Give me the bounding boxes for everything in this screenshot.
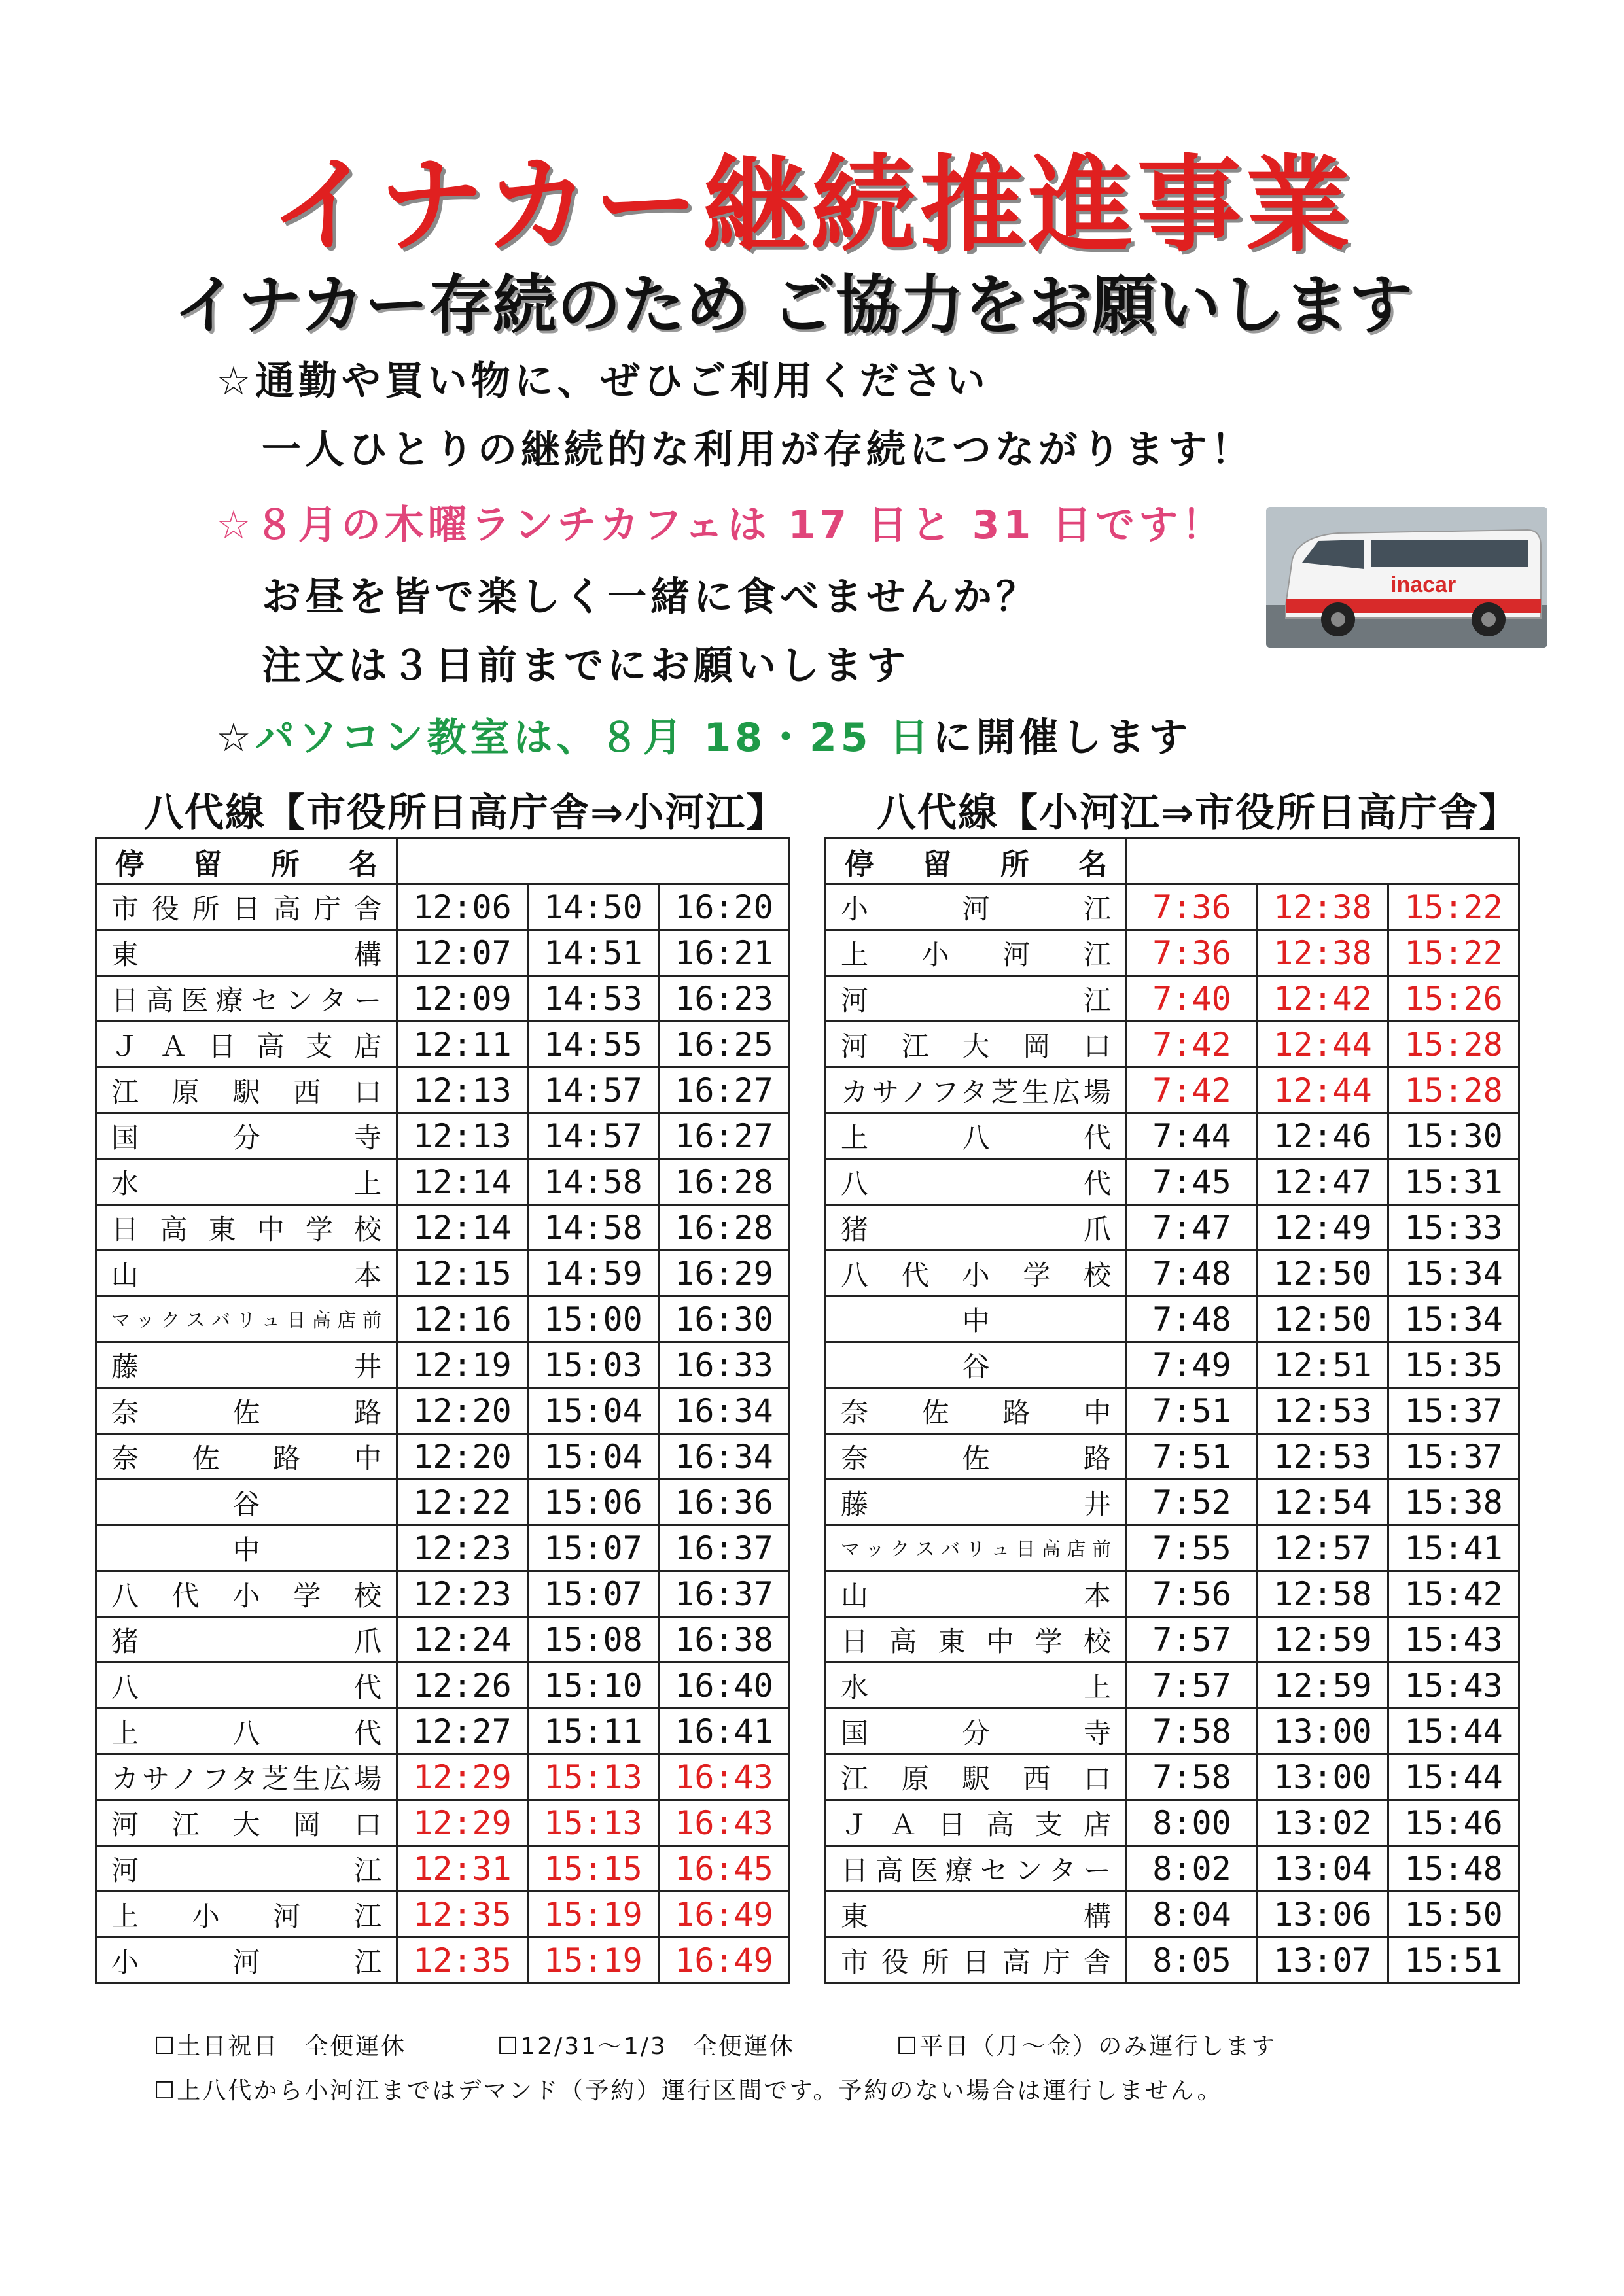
stop-name: 八 代 [826,1159,1127,1205]
departure-time: 12:53 [1258,1388,1388,1434]
table-row [96,1663,790,1709]
intro-line-5: 注文は３日前までにお願いします [262,643,909,689]
departure-time: 15:51 [1388,1938,1519,1983]
departure-time: 16:27 [659,1113,790,1159]
stop-name: 谷 [826,1342,1127,1388]
table-row [96,1022,790,1068]
page-title: イナカー継続推進事業 [270,144,1354,266]
note-weekdays: ☐平日（月～金）のみ運行します [896,2033,1277,2060]
page-subtitle: イナカー存続のため ご協力をお願いします [173,268,1413,343]
departure-time: 16:45 [659,1846,790,1892]
stop-name: ＪＡ日高支店 [826,1800,1127,1846]
table-row [96,1892,790,1938]
departure-time: 16:20 [659,884,790,930]
departure-time: 15:44 [1388,1754,1519,1800]
departure-time: 15:43 [1388,1663,1519,1709]
departure-time: 15:30 [1388,1113,1519,1159]
departure-time: 12:13 [397,1068,528,1113]
departure-time: 16:49 [659,1892,790,1938]
departure-time: 8:05 [1127,1938,1258,1983]
departure-time: 12:23 [397,1571,528,1617]
stop-name: 河 江 [96,1846,397,1892]
departure-time: 15:44 [1388,1709,1519,1754]
departure-time: 12:38 [1258,930,1388,976]
table-row [826,1800,1519,1846]
table-row [96,1938,790,1983]
timetable-inbound [824,837,1520,1984]
note-demand: ☐上八代から小河江まではデマンド（予約）運行区間です。予約のない場合は運行しません。 [154,2078,1223,2104]
departure-time: 12:46 [1258,1113,1388,1159]
departure-time: 12:22 [397,1480,528,1525]
departure-time: 7:51 [1127,1434,1258,1480]
stop-name: 上 八 代 [826,1113,1127,1159]
departure-time: 14:53 [528,976,659,1022]
departure-time: 12:26 [397,1663,528,1709]
van-logo: inacar [1390,572,1456,597]
intro-line-2: 一人ひとりの継続的な利用が存続につながります！ [262,427,1254,473]
departure-time: 7:58 [1127,1754,1258,1800]
stop-name: 八 代 [96,1663,397,1709]
table-row [826,1480,1519,1525]
stop-name: 猪 爪 [96,1617,397,1663]
departure-time: 15:10 [528,1663,659,1709]
table-row [96,1205,790,1251]
intro-line-1: ☆通勤や買い物に、ぜひご利用ください [216,358,989,404]
departure-time: 15:31 [1388,1159,1519,1205]
note-weekend: ☐土日祝日 全便運休 [154,2033,407,2060]
departure-time: 12:07 [397,930,528,976]
departure-time: 15:11 [528,1709,659,1754]
table-row [96,1480,790,1525]
departure-time: 15:19 [528,1892,659,1938]
departure-time: 7:49 [1127,1342,1258,1388]
table-header-row [826,839,1519,884]
stop-name: 中 [96,1525,397,1571]
departure-time: 15:28 [1388,1068,1519,1113]
departure-time: 7:51 [1127,1388,1258,1434]
departure-time: 15:34 [1388,1251,1519,1296]
stop-name: 藤 井 [96,1342,397,1388]
table-row [96,1342,790,1388]
times-header [397,839,790,884]
departure-time: 14:58 [528,1205,659,1251]
stop-name: 江原駅西口 [826,1754,1127,1800]
table-row [96,1068,790,1113]
stop-name: 中 [826,1296,1127,1342]
stop-name: 日高医療センター [96,976,397,1022]
stop-name: ＪＡ日高支店 [96,1022,397,1068]
departure-time: 15:35 [1388,1342,1519,1388]
departure-time: 12:59 [1258,1663,1388,1709]
table-row [826,1846,1519,1892]
departure-time: 12:49 [1258,1205,1388,1251]
bus-photo [1266,507,1547,648]
stop-name: 日高東中学校 [826,1617,1127,1663]
departure-time: 12:47 [1258,1159,1388,1205]
departure-time: 15:07 [528,1525,659,1571]
departure-time: 7:45 [1127,1159,1258,1205]
table-row [96,976,790,1022]
departure-time: 12:57 [1258,1525,1388,1571]
departure-time: 15:46 [1388,1800,1519,1846]
stop-name: 小 河 江 [96,1938,397,1983]
stop-name: 水 上 [96,1159,397,1205]
table-row [96,1617,790,1663]
departure-time: 12:54 [1258,1480,1388,1525]
departure-time: 15:08 [528,1617,659,1663]
table-row [96,1251,790,1296]
stop-name: 奈 佐 路 [96,1388,397,1434]
departure-time: 15:00 [528,1296,659,1342]
departure-time: 7:56 [1127,1571,1258,1617]
departure-time: 15:37 [1388,1434,1519,1480]
departure-time: 7:52 [1127,1480,1258,1525]
departure-time: 12:44 [1258,1068,1388,1113]
departure-time: 12:15 [397,1251,528,1296]
intro-line-pc [216,706,1192,763]
departure-time: 13:00 [1258,1709,1388,1754]
table-row [96,1709,790,1754]
departure-time: 16:40 [659,1663,790,1709]
table-row [826,1571,1519,1617]
departure-time: 15:38 [1388,1480,1519,1525]
departure-time: 16:34 [659,1434,790,1480]
table-row [826,884,1519,930]
stop-name: 国 分 寺 [826,1709,1127,1754]
departure-time: 12:23 [397,1525,528,1571]
table-row [96,1754,790,1800]
stop-name: 河江大岡口 [826,1022,1127,1068]
note-newyear: ☐12/31～1/3 全便運休 [497,2033,795,2060]
departure-time: 12:20 [397,1388,528,1434]
stop-name: 東 構 [826,1892,1127,1938]
stop-name: 猪 爪 [826,1205,1127,1251]
departure-time: 15:50 [1388,1892,1519,1938]
departure-time: 16:41 [659,1709,790,1754]
departure-time: 16:36 [659,1480,790,1525]
departure-time: 16:34 [659,1388,790,1434]
departure-time: 12:29 [397,1800,528,1846]
departure-time: 16:43 [659,1800,790,1846]
table-row [826,1709,1519,1754]
table-row [826,1617,1519,1663]
departure-time: 14:55 [528,1022,659,1068]
departure-time: 14:59 [528,1251,659,1296]
table-row [96,1159,790,1205]
departure-time: 14:50 [528,884,659,930]
table-row [826,1434,1519,1480]
departure-time: 14:57 [528,1068,659,1113]
table-row [826,1342,1519,1388]
departure-time: 16:29 [659,1251,790,1296]
right-table-title: 八代線【小河江⇒市役所日高庁舎】 [877,790,1520,836]
departure-time: 12:19 [397,1342,528,1388]
departure-time: 16:43 [659,1754,790,1800]
departure-time: 13:06 [1258,1892,1388,1938]
departure-time: 12:27 [397,1709,528,1754]
table-row [96,930,790,976]
departure-time: 12:53 [1258,1434,1388,1480]
table-row [826,1525,1519,1571]
departure-time: 13:02 [1258,1800,1388,1846]
departure-time: 12:11 [397,1022,528,1068]
departure-time: 7:57 [1127,1663,1258,1709]
table-row [826,1159,1519,1205]
table-row [96,1296,790,1342]
departure-time: 15:37 [1388,1388,1519,1434]
pc-class-suffix: に開催します [932,715,1192,761]
table-row [826,1296,1519,1342]
departure-time: 16:23 [659,976,790,1022]
departure-time: 12:13 [397,1113,528,1159]
departure-time: 16:30 [659,1296,790,1342]
departure-time: 7:55 [1127,1525,1258,1571]
table-row [826,1892,1519,1938]
departure-time: 15:48 [1388,1846,1519,1892]
pc-class-text: パソコン教室は、８月 18・25 日 [255,715,933,761]
table-row [96,1434,790,1480]
departure-time: 15:03 [528,1342,659,1388]
departure-time: 7:44 [1127,1113,1258,1159]
departure-time: 8:00 [1127,1800,1258,1846]
departure-time: 12:20 [397,1434,528,1480]
stop-name: 奈 佐 路 中 [826,1388,1127,1434]
table-header-row [96,839,790,884]
departure-time: 15:13 [528,1754,659,1800]
stop-name: 山 本 [96,1251,397,1296]
departure-time: 15:22 [1388,930,1519,976]
departure-time: 7:36 [1127,884,1258,930]
departure-time: 12:06 [397,884,528,930]
intro-line-lunch: ☆８月の木曜ランチカフェは 17 日と 31 日です！ [216,502,1226,548]
departure-time: 7:48 [1127,1251,1258,1296]
timetable-outbound [95,837,790,1984]
departure-time: 16:33 [659,1342,790,1388]
departure-time: 12:35 [397,1892,528,1938]
table-row [826,930,1519,976]
table-row [826,1113,1519,1159]
departure-time: 12:24 [397,1617,528,1663]
departure-time: 7:48 [1127,1296,1258,1342]
stop-name: 市役所日高庁舎 [826,1938,1127,1983]
departure-time: 15:13 [528,1800,659,1846]
departure-time: 13:07 [1258,1938,1388,1983]
departure-time: 8:04 [1127,1892,1258,1938]
stop-name-header: 停 留 所 名 [826,839,1127,884]
departure-time: 16:21 [659,930,790,976]
departure-time: 15:34 [1388,1296,1519,1342]
stop-name-header: 停 留 所 名 [96,839,397,884]
stop-name: 八代小学校 [96,1571,397,1617]
stop-name: 東 構 [96,930,397,976]
table-row [826,1022,1519,1068]
star-icon: ☆ [216,715,255,761]
departure-time: 14:58 [528,1159,659,1205]
stop-name: カサノフタ芝生広場 [96,1754,397,1800]
stop-name: 日高東中学校 [96,1205,397,1251]
table-row [96,884,790,930]
departure-time: 15:07 [528,1571,659,1617]
departure-time: 16:25 [659,1022,790,1068]
stop-name: カサノフタ芝生広場 [826,1068,1127,1113]
table-row [826,1388,1519,1434]
stop-name: 藤 井 [826,1480,1127,1525]
departure-time: 12:51 [1258,1342,1388,1388]
table-row [96,1113,790,1159]
departure-time: 16:28 [659,1205,790,1251]
departure-time: 16:37 [659,1525,790,1571]
departure-time: 15:19 [528,1938,659,1983]
stop-name: 谷 [96,1480,397,1525]
departure-time: 16:27 [659,1068,790,1113]
table-row [96,1388,790,1434]
departure-time: 15:04 [528,1434,659,1480]
departure-time: 12:59 [1258,1617,1388,1663]
departure-time: 12:09 [397,976,528,1022]
departure-time: 16:28 [659,1159,790,1205]
departure-time: 15:42 [1388,1571,1519,1617]
stop-name: 国 分 寺 [96,1113,397,1159]
departure-time: 15:06 [528,1480,659,1525]
table-row [96,1525,790,1571]
stop-name: 江原駅西口 [96,1068,397,1113]
van-icon [1266,507,1547,648]
departure-time: 12:14 [397,1159,528,1205]
departure-time: 14:51 [528,930,659,976]
table-row [826,976,1519,1022]
table-row [826,1663,1519,1709]
departure-time: 15:33 [1388,1205,1519,1251]
departure-time: 12:35 [397,1938,528,1983]
table-row [96,1800,790,1846]
departure-time: 15:28 [1388,1022,1519,1068]
stop-name: 八代小学校 [826,1251,1127,1296]
departure-time: 7:57 [1127,1617,1258,1663]
departure-time: 15:04 [528,1388,659,1434]
departure-time: 15:22 [1388,884,1519,930]
departure-time: 7:58 [1127,1709,1258,1754]
departure-time: 12:29 [397,1754,528,1800]
departure-time: 7:40 [1127,976,1258,1022]
table-row [826,1938,1519,1983]
departure-time: 12:58 [1258,1571,1388,1617]
stop-name: 小 河 江 [826,884,1127,930]
departure-time: 12:14 [397,1205,528,1251]
stop-name: 奈 佐 路 中 [96,1434,397,1480]
departure-time: 7:36 [1127,930,1258,976]
departure-time: 14:57 [528,1113,659,1159]
stop-name: マックスバリュ日高店前 [96,1296,397,1342]
departure-time: 12:42 [1258,976,1388,1022]
table-row [826,1754,1519,1800]
departure-time: 13:04 [1258,1846,1388,1892]
departure-time: 15:43 [1388,1617,1519,1663]
departure-time: 7:47 [1127,1205,1258,1251]
table-row [96,1846,790,1892]
departure-time: 8:02 [1127,1846,1258,1892]
intro-line-4: お昼を皆で楽しく一緒に食べませんか？ [262,574,1039,620]
stop-name: 河 江 [826,976,1127,1022]
stop-name: 日高医療センター [826,1846,1127,1892]
departure-time: 12:44 [1258,1022,1388,1068]
departure-time: 15:41 [1388,1525,1519,1571]
departure-time: 15:15 [528,1846,659,1892]
stop-name: 上 八 代 [96,1709,397,1754]
departure-time: 7:42 [1127,1022,1258,1068]
stop-name: 山 本 [826,1571,1127,1617]
table-row [826,1251,1519,1296]
stop-name: 上 小 河 江 [96,1892,397,1938]
times-header [1127,839,1519,884]
departure-time: 12:50 [1258,1251,1388,1296]
departure-time: 7:42 [1127,1068,1258,1113]
stop-name: 市役所日高庁舎 [96,884,397,930]
stop-name: 上 小 河 江 [826,930,1127,976]
departure-time: 16:38 [659,1617,790,1663]
stop-name: マックスバリュ日高店前 [826,1525,1127,1571]
table-row [826,1068,1519,1113]
departure-time: 12:50 [1258,1296,1388,1342]
departure-time: 16:49 [659,1938,790,1983]
stop-name: 河江大岡口 [96,1800,397,1846]
table-row [96,1571,790,1617]
departure-time: 12:16 [397,1296,528,1342]
departure-time: 16:37 [659,1571,790,1617]
stop-name: 水 上 [826,1663,1127,1709]
departure-time: 12:38 [1258,884,1388,930]
departure-time: 15:26 [1388,976,1519,1022]
stop-name: 奈 佐 路 [826,1434,1127,1480]
table-row [826,1205,1519,1251]
left-table-title: 八代線【市役所日高庁舎⇒小河江】 [144,790,787,836]
departure-time: 12:31 [397,1846,528,1892]
departure-time: 13:00 [1258,1754,1388,1800]
